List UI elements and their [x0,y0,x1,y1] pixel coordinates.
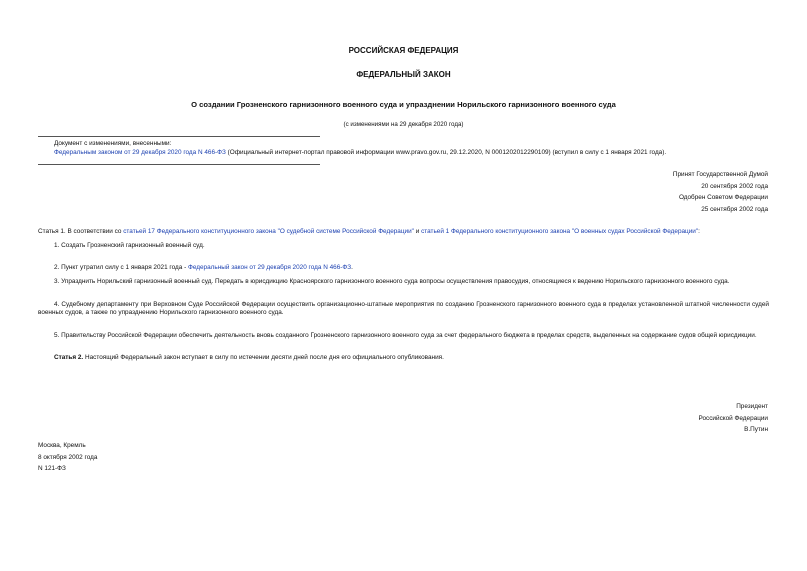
article-2 [38,354,769,363]
divider-top [38,136,320,137]
article-1-mid: и [413,228,422,235]
article-2-label: Статья 2. [54,354,84,362]
article-1-fkz-link[interactable]: статьей 1 Федерального конституционного закона "О военных судах Российской Федерации" [421,228,699,235]
adopted-duma-date: 20 сентября 2002 года [701,182,768,190]
changes-block [54,140,774,157]
place: Москва, Кремль [38,442,86,449]
item-2-text: 2. Пункт утратил силу с 1 января 2021 года - [54,264,188,272]
article-1-intro [38,228,769,237]
item-4: 4. Судебному департаменту при Верховном Суде Российской Федерации осуществить организационно-штатные мероприятия по созданию Грозненского гарнизонного военного суда в пределах установленной штатной численности судей военных судов, а также по упразднению Норильского гарнизонного военного суда. [38,300,769,317]
adopted-duma: Принят Государственной Думой [672,171,768,178]
approved-council: Одобрен Советом Федерации [678,194,768,201]
item-3: 3. Упразднить Норильский гарнизонный военный суд. Передать в юрисдикцию Красноярского гарнизонного военного суда вопросы осуществления правосудия, относящиеся к ведению Норильского гарнизонного военного суда. [54,277,730,285]
adoption-block [673,169,768,215]
article-2-text: Настоящий Федеральный закон вступает в силу по истечении десяти дней после дня его официального опубликования. [83,354,444,362]
approved-council-date: 25 сентября 2002 года [701,205,768,213]
changes-label: Документ с изменениями, внесенными: [54,140,172,147]
signature-block [699,401,769,436]
item-2-link[interactable]: Федеральный закон от 29 декабря 2020 года N 466-ФЗ [188,264,352,272]
item-5: 5. Правительству Российской Федерации обеспечить деятельность вновь созданного Грозненского гарнизонного военного суда за счет федерального бюджета в пределах средств, выделенных на содержание судов общей юрисдикции. [54,331,757,339]
item-2 [38,264,769,273]
place-date-block [38,440,97,475]
item-2-end: . [351,264,353,272]
document-subtitle: (с изменениями на 29 декабря 2020 года) [343,121,464,128]
article-1-tail: : [698,228,700,235]
law-number: N 121-ФЗ [38,465,66,472]
document-title: О создании Грозненского гарнизонного военного суда и упразднении Норильского гарнизонного военного суда [191,100,616,109]
signature-country: Российской Федерации [698,414,768,422]
divider-bottom [38,164,320,165]
document-type-heading: ФЕДЕРАЛЬНЫЙ ЗАКОН [356,70,451,79]
signature-title: Президент [736,403,768,410]
item-1: 1. Создать Грозненский гарнизонный военный суд. [54,241,205,249]
signature-name: В.Путин [744,426,768,433]
changes-rest: (Официальный интернет-портал правовой информации www.pravo.gov.ru, 29.12.2020, N 0001202012290109) (вступил в силу с 1 января 2021 года). [225,148,667,156]
country-heading: РОССИЙСКАЯ ФЕДЕРАЦИЯ [348,46,459,55]
changes-link[interactable]: Федеральным законом от 29 декабря 2020 года N 466-ФЗ [54,148,226,156]
article-1-lead: Статья 1. В соответствии со [38,228,124,235]
sign-date: 8 октября 2002 года [38,453,98,461]
changes-line [54,149,774,158]
article-17-link[interactable]: статьей 17 Федерального конституционного закона "О судебной системе Российской Федерации" [123,228,414,235]
law-body [38,228,769,363]
